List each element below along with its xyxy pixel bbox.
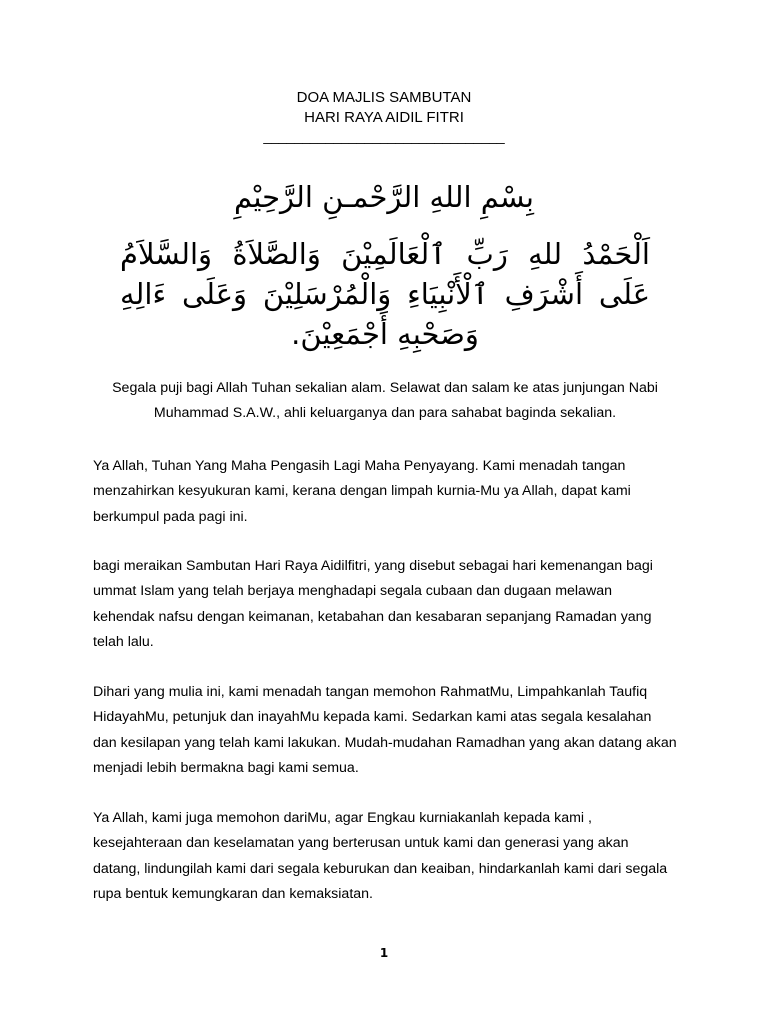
translation-paragraph: Segala puji bagi Allah Tuhan sekalian alam. Selawat dan salam ke atas junjungan Nabi Muhammad S.A.W., ahli keluarganya dan para sahabat baginda sekalian.: [112, 380, 658, 422]
page-number: 1: [379, 946, 389, 960]
title-underline: _______________________________: [263, 128, 505, 144]
title-line-1: DOA MAJLIS SAMBUTAN: [296, 89, 472, 106]
doa-paragraph-1: Ya Allah, Tuhan Yang Maha Pengasih Lagi Maha Penyayang. Kami menadah tangan menzahirkan kesyukuran kami, kerana dengan limpah kurnia-Mu ya Allah, dapat kami berkumpul pada pagi ini.: [93, 458, 631, 525]
doa-paragraph-4: Ya Allah, kami juga memohon dariMu, agar Engkau kurniakanlah kepada kami , kesejahteraan dan keselamatan yang berterusan untuk kami dan generasi yang akan datang, lindungilah kami dari segala keburukan dan keaiban, hindarkanlah kami dari segala rupa bentuk kemungkaran dan kemaksiatan.: [93, 810, 668, 902]
doa-paragraph-2: bagi meraikan Sambutan Hari Raya Aidilfitri, yang disebut sebagai hari kemenangan bagi ummat Islam yang telah berjaya menghadapi segala cubaan dan dugaan melawan kehendak nafsu dengan keimanan, ketabahan dan kesabaran sepanjang Ramadan yang telah lalu.: [93, 558, 653, 650]
bismillah-text: بِسْمِ اللهِ الرَّحْمـنِ الرَّحِيْمِ: [234, 180, 534, 214]
doa-paragraph-3: Dihari yang mulia ini, kami menadah tangan memohon RahmatMu, Limpahkanlah Taufiq HidayahMu, petunjuk dan inayahMu kepada kami. Sedarkan kami atas segala kesalahan dan kesilapan yang telah kami lakukan. Mudah-mudahan Ramadhan yang akan datang akan menjadi lebih bermakna bagi kami semua.: [93, 684, 677, 776]
salawat-text: اَلْحَمْدُ للهِ رَبِّ ٱلْعَالَمِيْنَ وَالصَّلاَةُ وَالسَّلاَمُ عَلَى أَشْرَفِ ٱلْأَنْبِيَاءِ وَالْمُرْسَلِيْنَ وَعَلَى ءَالِهِ وَصَحْبِهِ أَجْمَعِيْنَ.: [120, 237, 650, 351]
title-line-2: HARI RAYA AIDIL FITRI: [304, 109, 464, 126]
